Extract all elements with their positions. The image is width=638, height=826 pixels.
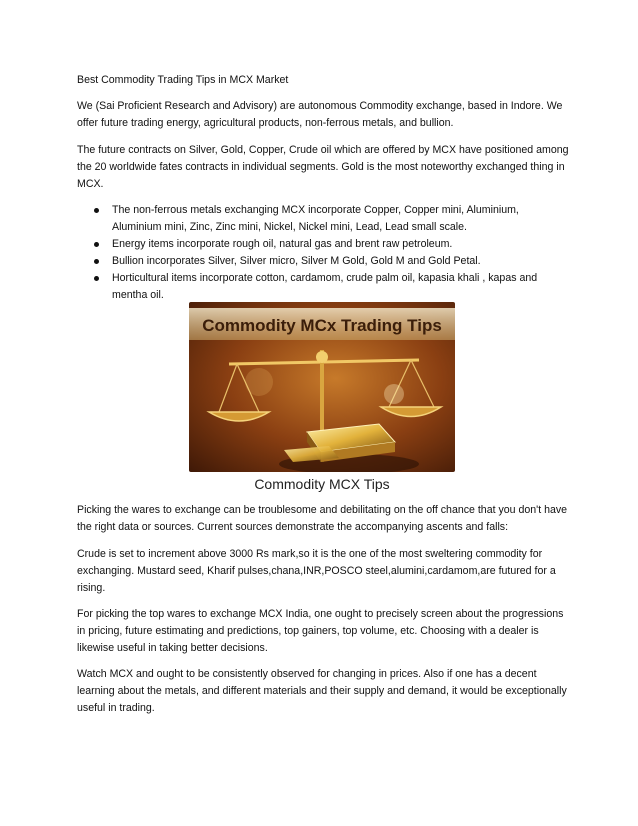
image-banner-text: Commodity MCx Trading Tips <box>202 316 442 335</box>
intro-paragraph: We (Sai Proficient Research and Advisory) are autonomous Commodity exchange, based in Indore. We offer future trading energy, agricultural products, non-ferrous metals, and bullion. <box>77 100 563 129</box>
list-item: The non-ferrous metals exchanging MCX incorporate Copper, Copper mini, Aluminium, Aluminium mini, Zinc, Zinc mini, Nickel, Nickel mini, Lead, Lead small scale. <box>77 202 557 236</box>
document-title: Best Commodity Trading Tips in MCX Market <box>77 74 289 86</box>
list-item: Horticultural items incorporate cotton, cardamom, crude palm oil, kapasia khali , kapas and mentha oil. <box>77 270 557 304</box>
commodity-bullet-list <box>77 202 557 304</box>
scale-gold-illustration <box>189 302 455 472</box>
crude-paragraph: Crude is set to increment above 3000 Rs mark,so it is the one of the most sweltering commodity for exchanging. Mustard seed, Kharif pulses,chana,INR,POSCO steel,alumini,cardamom,are futured for a rising. <box>77 548 556 594</box>
picking-wares-paragraph: Picking the wares to exchange can be troublesome and debilitating on the off chance that you don't have the right data or sources. Current sources demonstrate the accompanying ascents and falls: <box>77 504 568 533</box>
top-wares-paragraph: For picking the top wares to exchange MCX India, one ought to precisely screen about the progressions in pricing, future estimating and predictions, top gainers, top volume, etc. Choosing with a dealer is likewise useful in taking better decisions. <box>77 608 564 654</box>
watch-mcx-paragraph: Watch MCX and ought to be consistently observed for changing in prices. Also if one has a decent learning about the metals, and different materials and their supply and demand, it would be exceptionally useful in trading. <box>77 668 567 714</box>
list-item: Bullion incorporates Silver, Silver micro, Silver M Gold, Gold M and Gold Petal. <box>77 253 557 270</box>
list-item: Energy items incorporate rough oil, natural gas and brent raw petroleum. <box>77 236 557 253</box>
image-caption: Commodity MCX Tips <box>254 476 390 492</box>
commodity-tips-image <box>189 302 455 472</box>
futures-paragraph: The future contracts on Silver, Gold, Copper, Crude oil which are offered by MCX have positioned among the 20 worldwide fates contracts in individual segments. Gold is the most noteworthy exchanged thing in MCX. <box>77 144 569 190</box>
